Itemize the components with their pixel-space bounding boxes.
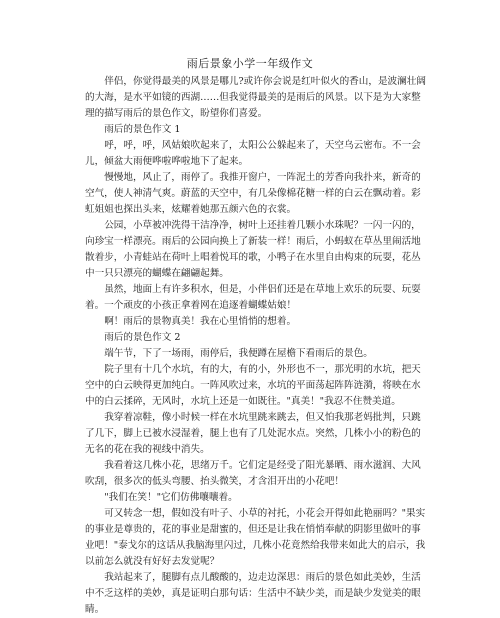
paragraph: 伴侣，你觉得最美的风景是哪儿?或许你会说是红叶似火的香山，是波澜壮阔的大海，是水平如镜的西湖……但我觉得最美的是雨后的风景。以下是为大家整理的描写雨后的景色作文，盼望你们喜爱。 xyxy=(85,76,426,119)
paragraph: 啊！雨后的景物真美！我在心里悄悄的想着。 xyxy=(104,316,297,327)
document-body xyxy=(85,74,430,618)
paragraph: 虽然，地面上有许多积水，但是，小伴侣们还是在草地上欢乐的玩耍、玩耍着。一个顽皮的小孩正拿着网在追逐着蝴蝶姑娘！ xyxy=(85,284,421,311)
paragraph: 我穿着凉鞋，像小时候一样在水坑里跳来跳去，但又怕我那老妈批判，只跳了几下，脚上已被水浸湿着，腿上也有了几处泥水点。突然，几株小小的粉色的无名的花在我的视线中消失。 xyxy=(85,412,421,455)
paragraph: 公园，小草被冲洗得干洁净净，树叶上还挂着几颗小水珠呢？一闪一闪的，向珍宝一样漂亮。雨后的公园向换上了新装一样！雨后，小蚂蚁在草丛里闹活地散着步，小青蛙站在荷叶上唱着悦耳的歌，小鸭子在水里自由构束的玩耍，花丛中一只只漂亮的蝴蝶在翩翩起舞。 xyxy=(85,220,421,279)
paragraph: 端午节，下了一场雨，雨停后，我便蹲在屋檐下看雨后的景色。 xyxy=(104,348,373,359)
paragraph: "我们在笑！"它们仿佛嚷嚷着。 xyxy=(104,492,238,503)
paragraph: 院子里有十几个水坑，有的大，有的小，外形也不一，那光明的水坑，把天空中的白云映得更加纯白。一阵风吹过来，水坑的平面荡起阵阵涟漪，将映在水中的白云揉碎，无风时，水坑上还是一如既往。"真美！"我忍不住赞美道。 xyxy=(85,364,421,407)
section-heading: 雨后的景色作文 2 xyxy=(104,332,181,343)
paragraph: 可又转念一想，假如没有叶子、小草的衬托，小花会开得如此艳丽吗？"果实的事业是尊贵的，花的事业是甜蜜的，但还是让我在悄悄奉献的阴影里做叶的事业吧！"泰戈尔的这话从我脑海里闪过，几株小花竟然给我带来如此大的启示，我以前怎么就没有好好去发觉呢？ xyxy=(85,508,426,567)
paragraph: 呼，呼，呼，风姑娘吹起来了，太阳公公躲起来了，天空乌云密布。不一会儿，倾盆大雨便哗啦哗啦地下了起来。 xyxy=(85,140,421,167)
document-title: 雨后景象小学一年级作文 xyxy=(186,57,314,70)
section-heading: 雨后的景色作文 1 xyxy=(104,124,181,135)
paragraph: 慢慢地，风止了，雨停了。我推开窗户，一阵泥土的芳香向我扑来，新奇的空气，使人神清气爽。蔚蓝的天空中，有几朵像棉花糖一样的白云在飘动着。彩虹姐姐也探出头来，炫耀着她那五颜六色的衣裳。 xyxy=(85,172,421,215)
paragraph: 我看着这几株小花，思绪万千。它们定是经受了阳光暴晒、雨水滋润、大风吹刮，很多次的低头弯腰、抬头微笑，才含泪开出的小花吧！ xyxy=(85,460,421,487)
paragraph: 我站起来了，腿脚有点儿酸酸的，边走边深思：雨后的景色如此美妙，生活中不乏这样的美妙，真是证明白那句话：生活中不缺少美，而是缺少发觉美的眼睛。 xyxy=(85,572,421,615)
